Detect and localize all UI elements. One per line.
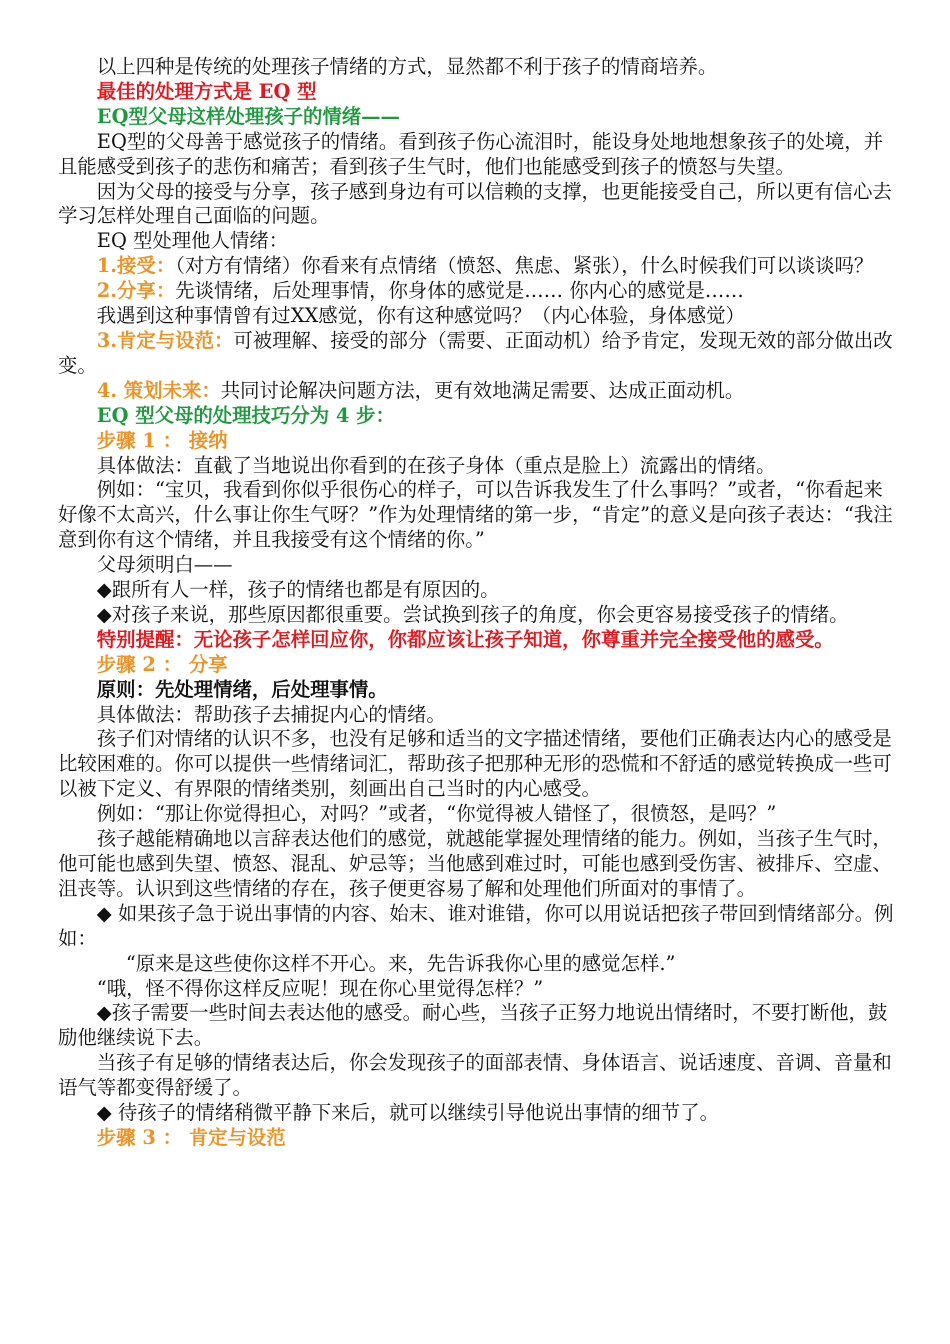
paragraph-step2-example: 例如：“那让你觉得担心，对吗？”或者，“你觉得被人错怪了，很愤怒，是吗？”	[96, 802, 777, 826]
heading-eq-parents: EQ型父母这样处理孩子的情绪——	[96, 104, 400, 128]
bullet-item: ◆ 待孩子的情绪稍微平静下来后，就可以继续引导他说出事情的细节了。	[96, 1101, 719, 1125]
heading-step-3: 步骤 3 ： 肯定与设范	[96, 1125, 286, 1149]
list-item-affirm	[58, 329, 895, 379]
paragraph-eq-others: EQ 型处理他人情绪：	[96, 229, 289, 253]
paragraph-principle: 原则：先处理情绪，后处理事情。	[96, 677, 388, 701]
list-item-accept	[58, 254, 895, 279]
list-text: 共同讨论解决问题方法，更有效地满足需要、达成正面动机。	[220, 378, 745, 402]
quote-line: “哦，怪不得你这样反应呢！现在你心里觉得怎样？”	[96, 976, 544, 1000]
bullet-item: ◆跟所有人一样，孩子的情绪也都是有原因的。	[96, 578, 500, 602]
heading-step-1: 步骤 1 ： 接纳	[96, 428, 228, 452]
bullet-item: ◆ 如果孩子急于说出事情的内容、始末、谁对谁错，你可以用说话把孩子带回到情绪部分。例如：	[58, 901, 894, 950]
paragraph-step1-method: 具体做法：直截了当地说出你看到的在孩子身体（重点是脸上）流露出的情绪。	[96, 453, 776, 477]
list-item-plan	[58, 379, 895, 404]
bullet-item: ◆对孩子来说，那些原因都很重要。尝试换到孩子的角度，你会更容易接受孩子的情绪。	[96, 602, 849, 626]
list-text: 先谈情绪，后处理事情，你身体的感觉是…… 你内心的感觉是……	[175, 279, 744, 303]
quote-line: “原来是这些使你这样不开心。来，先告诉我你心里的感觉怎样.”	[125, 951, 676, 975]
list-item-share	[58, 279, 895, 304]
paragraph-parents-know: 父母须明白——	[96, 553, 233, 577]
list-label: 1.接受：	[96, 254, 176, 278]
paragraph-acceptance: 因为父母的接受与分享，孩子感到身边有可以信赖的支撑，也更能接受自己，所以更有信心去学习怎样处理自己面临的问题。	[58, 179, 892, 228]
heading-four-steps: EQ 型父母的处理技巧分为 4 步：	[96, 403, 395, 427]
special-reminder: 特别提醒：无论孩子怎样回应你，你都应该让孩子知道，你尊重并完全接受他的感受。	[96, 627, 834, 651]
heading-step-2: 步骤 2 ： 分享	[96, 652, 228, 676]
paragraph-step1-example: 例如：“宝贝，我看到你似乎很伤心的样子，可以告诉我发生了什么事吗？”或者，“你看起来好像不太高兴，什么事让你生气呀？”作为处理情绪的第一步，“肯定”的意义是向孩子表达：“我注意到你有这个情绪，并且我接受有这个情绪的你。”	[58, 478, 893, 552]
paragraph-step2-method: 具体做法：帮助孩子去捕捉内心的情绪。	[96, 702, 446, 726]
list-label: 3.肯定与设范：	[96, 328, 234, 352]
list-label: 2.分享：	[96, 279, 176, 303]
paragraph-share-example: 我遇到这种事情曾有过XX感觉，你有这种感觉吗？（内心体验，身体感觉）	[96, 304, 745, 328]
list-text: 可被理解、接受的部分（需要、正面动机）给予肯定，发现无效的部分做出改变。	[58, 328, 893, 377]
paragraph-emotion-vocab: 孩子们对情绪的认识不多，也没有足够和适当的文字描述情绪，要他们正确表达内心的感受是比较困难的。你可以提供一些情绪词汇，帮助孩子把那种无形的恐慌和不舒适的感觉转换成一些可以被下定义、有界限的情绪类别，刻画出自己当时的内心感受。	[58, 727, 892, 801]
paragraph-express-feelings: 孩子越能精确地以言辞表达他们的感觉，就越能掌握处理情绪的能力。例如，当孩子生气时，他可能也感到失望、愤怒、混乱、妒忌等；当他感到难过时，可能也感到受伤害、被排斥、空虚、沮丧等。认识到这些情绪的存在，孩子便更容易了解和处理他们所面对的事情了。	[58, 827, 892, 900]
list-label: 4. 策划未来：	[96, 378, 221, 402]
list-text: （对方有情绪）你看来有点情绪（愤怒、焦虑、紧张），什么时候我们可以谈谈吗？	[175, 254, 874, 278]
bullet-item: ◆孩子需要一些时间去表达他的感受。耐心些，当孩子正努力地说出情绪时，不要打断他，鼓励他继续说下去。	[58, 1001, 888, 1050]
paragraph-eq-parents: EQ型的父母善于感觉孩子的情绪。看到孩子伤心流泪时，能设身处地地想象孩子的处境，并且能感受到孩子的悲伤和痛苦；看到孩子生气时，他们也能感受到孩子的愤怒与失望。	[58, 129, 884, 178]
paragraph-intro: 以上四种是传统的处理孩子情绪的方式，显然都不利于孩子的情商培养。	[96, 55, 718, 78]
heading-best-method: 最佳的处理方式是 EQ 型	[96, 79, 317, 103]
paragraph-relaxed: 当孩子有足够的情绪表达后，你会发现孩子的面部表情、身体语言、说话速度、音调、音量和语气等都变得舒缓了。	[58, 1051, 892, 1100]
